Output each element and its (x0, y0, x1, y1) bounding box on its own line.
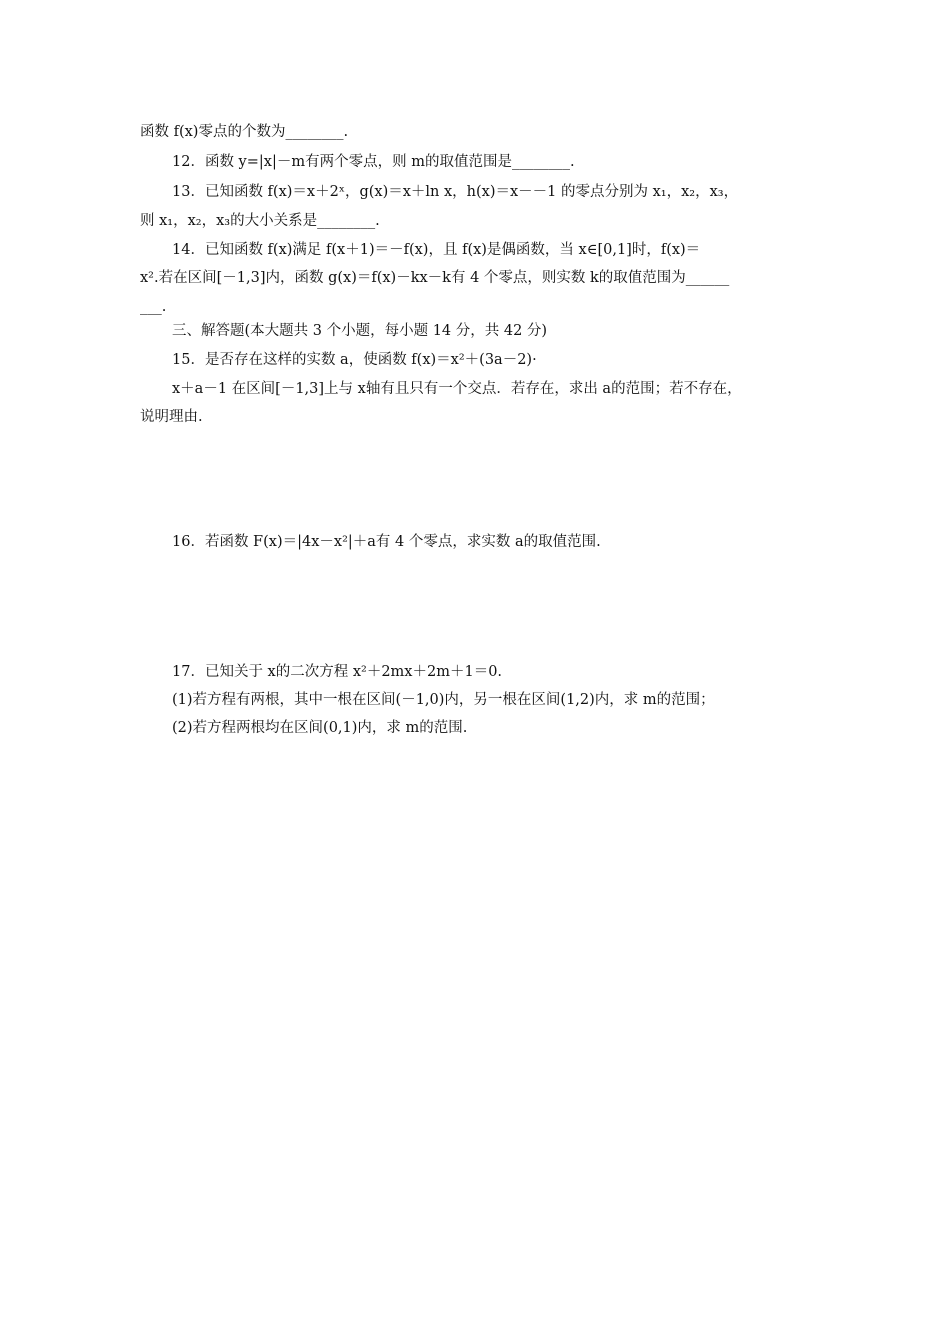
q11-continuation: 函数 f(x)零点的个数为________. (140, 124, 349, 140)
question-14-cont: x².若在区间[－1,3]内，函数 g(x)＝f(x)－kx－k有 4 个零点，则实数 k的取值范围为______ (140, 270, 730, 286)
question-13: 13．已知函数 f(x)＝x＋2ˣ，g(x)＝x＋ln x，h(x)＝x－－1 的零点分别为 x₁，x₂，x₃， (172, 184, 739, 200)
question-14: 14．已知函数 f(x)满足 f(x＋1)＝－f(x)，且 f(x)是偶函数，当 x∈[0,1]时，f(x)＝ (172, 242, 701, 258)
section-heading: 三、解答题(本大题共 3 个小题，每小题 14 分，共 42 分) (172, 323, 548, 339)
question-16: 16．若函数 F(x)＝|4x－x²|＋a有 4 个零点，求实数 a的取值范围. (172, 534, 601, 550)
question-14-cont-2: ___. (140, 299, 167, 315)
question-15: 15．是否存在这样的实数 a，使函数 f(x)＝x²＋(3a－2)· (172, 352, 537, 368)
question-12: 12．函数 y=|x|－m有两个零点，则 m的取值范围是________. (172, 154, 575, 170)
question-17-part-1: (1)若方程有两根，其中一根在区间(－1,0)内，另一根在区间(1,2)内，求 m的范围； (172, 692, 715, 708)
question-15-cont: x＋a－1 在区间[－1,3]上与 x轴有且只有一个交点．若存在，求出 a的范围；若不存在， (172, 381, 742, 397)
question-13-cont: 则 x₁，x₂，x₃的大小关系是________. (140, 213, 380, 229)
question-17-part-2: (2)若方程两根均在区间(0,1)内，求 m的范围. (172, 720, 468, 736)
question-15-cont-2: 说明理由. (140, 409, 203, 425)
question-17: 17．已知关于 x的二次方程 x²＋2mx＋2m＋1＝0. (172, 664, 503, 680)
